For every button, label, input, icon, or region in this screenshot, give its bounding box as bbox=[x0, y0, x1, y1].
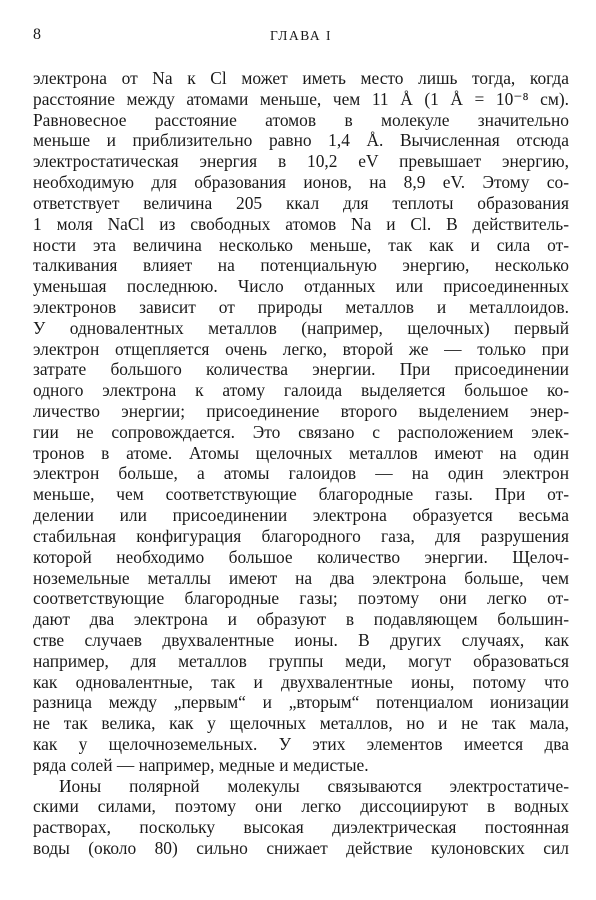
text-line: одного электрона к атому галоида выделяется большое ко- bbox=[33, 380, 569, 401]
page-number: 8 bbox=[33, 26, 42, 43]
text-line: ряда солей — например, медные и медистые. bbox=[33, 754, 369, 775]
text-line: расстояние между атомами меньше, чем 11 Å (1 Å = 10⁻⁸ см). bbox=[33, 88, 569, 109]
text-line: меньше, чем соответствующие благородные газы. При от- bbox=[33, 484, 569, 505]
text-line: ноземельные металлы имеют на два электрона больше, чем bbox=[33, 567, 569, 588]
text-line: как у щелочноземельных. У этих элементов имеется два bbox=[33, 734, 569, 754]
text-line: стве случаев двухвалентные ионы. В других случаях, как bbox=[33, 629, 569, 650]
text-line: затрате большого количества энергии. При присоединении bbox=[33, 359, 569, 380]
text-line: тронов в атоме. Атомы щелочных металлов имеют на один bbox=[33, 442, 569, 463]
text-line: делении или присоединении электрона образуется весьма bbox=[33, 505, 569, 526]
body-text bbox=[33, 68, 569, 859]
text-line: ответствует величина 205 ккал для теплоты образования bbox=[33, 192, 569, 213]
text-line: личество энергии; присоединение второго выделением энер- bbox=[33, 401, 569, 421]
text-line: электронов зависит от природы металлов и металлоидов. bbox=[33, 296, 569, 317]
running-head bbox=[33, 24, 569, 50]
text-line: меньше и приблизительно равно 1,4 Å. Вычисленная отсюда bbox=[33, 130, 569, 151]
text-line: воды (около 80) сильно снижает действие кулоновских сил bbox=[33, 838, 569, 859]
chapter-title: ГЛАВА I bbox=[270, 28, 332, 43]
text-line: ности эта величина несколько меньше, так как и сила от- bbox=[33, 234, 569, 255]
text-line: 1 моля NaCl из свободных атомов Na и Cl. В действитель- bbox=[33, 213, 569, 234]
text-line: Ионы полярной молекулы связываются электростатиче- bbox=[59, 775, 569, 796]
text-line: электрон больше, а атомы галоидов — на один электрон bbox=[33, 463, 569, 484]
text-line: скими силами, поэтому они легко диссоциируют в водных bbox=[33, 796, 569, 817]
text-line: не так велика, как у щелочных металлов, но и не так мала, bbox=[33, 713, 569, 734]
text-line: которой необходимо большое количество энергии. Щелоч- bbox=[33, 546, 569, 567]
text-line: гии не сопровождается. Это связано с расположением элек- bbox=[33, 421, 569, 442]
book-page bbox=[33, 24, 569, 884]
text-line: соответствующие благородные газы; поэтому они легко от- bbox=[33, 588, 569, 609]
text-line: разница между „первым“ и „вторым“ потенциалом ионизации bbox=[33, 692, 569, 713]
text-line: дают два электрона и образуют в подавляющем большин- bbox=[33, 609, 569, 630]
text-line: электрон отщепляется очень легко, второй же — только при bbox=[33, 338, 569, 359]
paragraph-2 bbox=[33, 776, 569, 859]
text-line: уменьшая последнюю. Число отданных или присоединенных bbox=[33, 276, 569, 297]
text-line: необходимую для образования ионов, на 8,9 eV. Этому со- bbox=[33, 172, 569, 193]
text-line: стабильная конфигурация благородного газа, для разрушения bbox=[33, 525, 569, 546]
text-line: У одновалентных металлов (например, щелочных) первый bbox=[33, 317, 569, 338]
text-line: Равновесное расстояние атомов в молекуле значительно bbox=[33, 109, 569, 130]
text-line: например, для металлов группы меди, могут образоваться bbox=[33, 650, 569, 671]
text-line: электростатическая энергия в 10,2 eV превышает энергию, bbox=[33, 151, 569, 172]
text-line: талкивания влияет на потенциальную энергию, несколько bbox=[33, 255, 569, 276]
text-line: как одновалентные, так и двухвалентные ионы, потому что bbox=[33, 671, 569, 692]
text-line: электрона от Na к Cl может иметь место лишь тогда, когда bbox=[33, 68, 569, 88]
text-line: растворах, поскольку высокая диэлектрическая постоянная bbox=[33, 817, 569, 838]
paragraph-1 bbox=[33, 68, 569, 776]
